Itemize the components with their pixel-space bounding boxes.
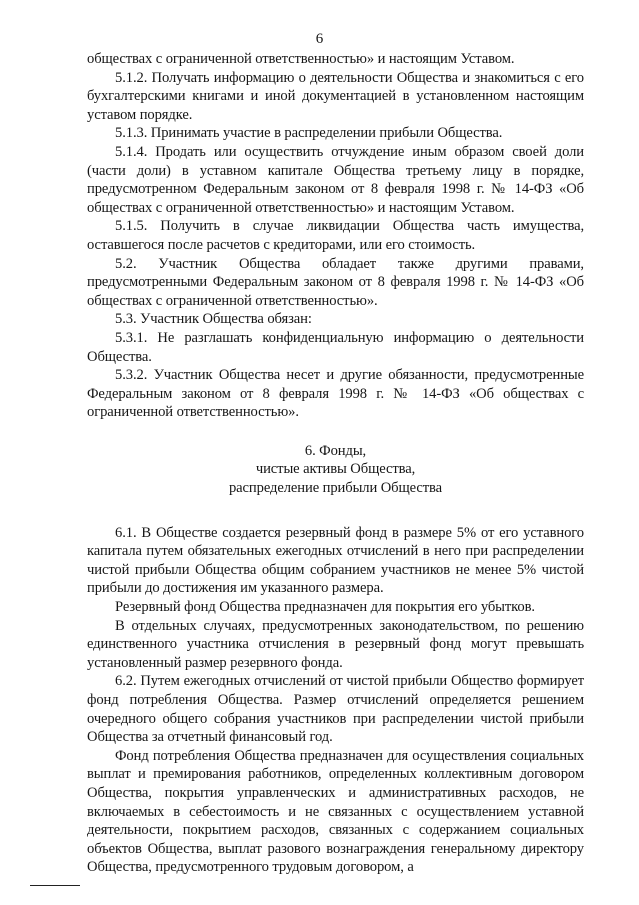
paragraph-consumption-fund-purpose: Фонд потребления Общества предназначен для осуществления социальных выплат и премирования работников, определенных коллективным договором Общества, покрытия управленческих и административных расходов, не включаемых в себестоимость и не связанных с осуществлением уставной деятельности, покрытием расходов, связанных с содержанием социальных объектов Общества, выплат разового вознаграждения генеральному директору Общества, предусмотренного трудовым договором, а (87, 747, 584, 876)
paragraph-5-3-2: 5.3.2. Участник Общества несет и другие обязанности, предусмотренные Федеральным законом от 8 февраля 1998 г. № 14-ФЗ «Об обществах с ограниченной ответственностью». (87, 367, 584, 421)
paragraph-reserve-fund-purpose: Резервный фонд Общества предназначен для покрытия его убытков. (115, 599, 535, 616)
paragraph-5-1-2: 5.1.2. Получать информацию о деятельности Общества и знакомиться с его бухгалтерскими книгами и иной документацией в установленном настоящим уставом порядке. (87, 69, 584, 123)
paragraph-5-3-1: 5.3.1. Не разглашать конфиденциальную информацию о деятельности Общества. (87, 329, 584, 365)
footnote-divider (30, 885, 80, 886)
section-heading-line-2: чистые активы Общества, (255, 461, 416, 478)
paragraph-continuation: обществах с ограниченной ответственностью» и настоящим Уставом. (87, 51, 515, 67)
paragraph-5-1-3: 5.1.3. Принимать участие в распределении прибыли Общества. (115, 125, 503, 142)
section-heading-line-1: 6. Фонды, (304, 442, 367, 459)
paragraph-6-2: 6.2. Путем ежегодных отчислений от чистой прибыли Общество формирует фонд потребления Общества. Размер отчислений определяется решением очередного общего собрания участников при распределении чистой прибыли Общества за отчетный финансовый год. (87, 673, 584, 746)
paragraph-5-1-5: 5.1.5. Получить в случае ликвидации Общества часть имущества, оставшегося после расчетов с кредиторами, или его стоимость. (87, 218, 584, 253)
page-number: 6 (315, 31, 324, 47)
paragraph-5-3: 5.3. Участник Общества обязан: (115, 311, 312, 328)
paragraph-6-1: 6.1. В Обществе создается резервный фонд в размере 5% от его уставного капитала путем обязательных ежегодных отчислений в него при распределении чистой прибыли Общества общим собранием участников не менее 5% чистой прибыли до достижения им указанного размера. (87, 524, 584, 597)
section-heading (87, 442, 584, 498)
document-body (87, 50, 584, 877)
paragraph-5-2: 5.2. Участник Общества обладает также другими правами, предусмотренными Федеральным законом от 8 февраля 1998 г. № 14-ФЗ «Об обществах с ограниченной ответственностью». (87, 255, 584, 309)
section-heading-line-3: распределение прибыли Общества (228, 480, 442, 497)
paragraph-reserve-fund-exceptions: В отдельных случаях, предусмотренных законодательством, по решению единственного участника отчисления в резервный фонд могут превышать установленный размер резервного фонда. (87, 617, 584, 671)
paragraph-5-1-4: 5.1.4. Продать или осуществить отчуждение иным образом своей доли (части доли) в уставном капитале Общества третьему лицу в порядке, предусмотренном Федеральным законом от 8 февраля 1998 г. № 14-ФЗ «Об обществах с ограниченной ответственностью» и настоящим Уставом. (87, 143, 584, 216)
